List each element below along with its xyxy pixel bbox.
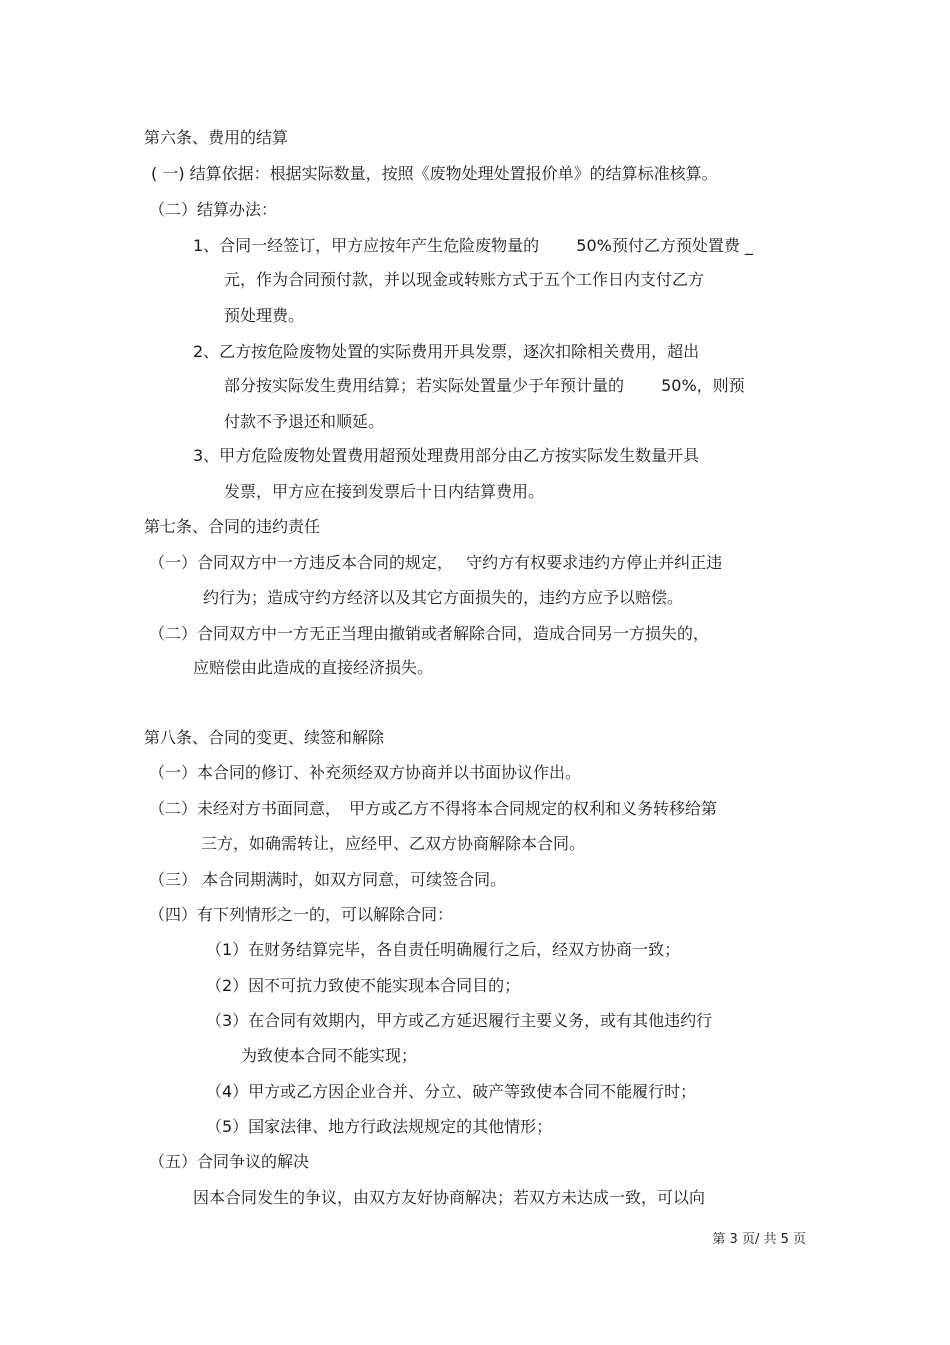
article-8-clause-4: （四）有下列情形之一的，可以解除合同：: [149, 905, 454, 924]
article-6-item-1-line-3: 预处理费。: [224, 306, 305, 325]
article-8-clause-4-item-4: （4）甲方或乙方因企业合并、分立、破产等致使本合同不能履行时；: [206, 1082, 697, 1101]
article-6-item-1-line-1: 1、合同一经签订，甲方应按年产生危险废物量的 50%预付乙方预处置费 _: [193, 236, 753, 255]
article-6-clause-1: ( 一) 结算依据：根据实际数量，按照《废物处理处置报价单》的结算标准核算。: [151, 164, 718, 183]
article-6-item-2-line-2: 部分按实际发生费用结算；若实际处置量少于年预计量的 50%，则预: [224, 376, 745, 395]
article-8-clause-1: （一）本合同的修订、补充须经双方协商并以书面协议作出。: [149, 763, 582, 782]
article-6-item-2-line-1: 2、乙方按危险废物处置的实际费用开具发票，逐次扣除相关费用，超出: [193, 342, 700, 361]
article-7-clause-2-line-2: 应赔偿由此造成的直接经济损失。: [193, 658, 434, 677]
article-8-clause-4-item-1: （1）在财务结算完毕，各自责任明确履行之后，经双方协商一致；: [206, 940, 681, 959]
article-8-clause-5: （五）合同争议的解决: [149, 1152, 310, 1171]
article-8-clause-4-item-3-line-1: （3）在合同有效期内，甲方或乙方延迟履行主要义务，或有其他违约行: [206, 1011, 713, 1030]
article-8-clause-2-line-2: 三方，如确需转让，应经甲、乙双方协商解除本合同。: [201, 834, 586, 853]
article-6-item-1-line-2: 元，作为合同预付款，并以现金或转账方式于五个工作日内支付乙方: [224, 270, 705, 289]
article-8-clause-4-item-3-line-2: 为致使本合同不能实现；: [241, 1046, 418, 1065]
article-8-clause-2-line-1: （二）未经对方书面同意， 甲方或乙方不得将本合同规定的权利和义务转移给第: [149, 799, 718, 818]
page-number: 第 3 页/ 共 5 页: [712, 1232, 806, 1247]
article-7-clause-1-line-2: 约行为；造成守约方经济以及其它方面损失的，违约方应予以赔偿。: [203, 588, 684, 607]
article-8-clause-4-item-5: （5）国家法律、地方行政法规规定的其他情形；: [206, 1117, 553, 1136]
article-7-clause-1-line-1: （一）合同双方中一方违反本合同的规定， 守约方有权要求违约方停止并纠正违: [149, 553, 723, 572]
article-8-heading: 第八条、合同的变更、续签和解除: [144, 728, 385, 747]
article-7-heading: 第七条、合同的违约责任: [144, 517, 321, 536]
article-6-clause-2: （二）结算办法：: [149, 200, 278, 219]
article-6-item-2-line-3: 付款不予退还和顺延。: [224, 412, 385, 431]
article-8-clause-5-text: 因本合同发生的争议，由双方友好协商解决；若双方未达成一致，可以向: [193, 1188, 706, 1207]
article-8-clause-3: （三） 本合同期满时，如双方同意，可续签合同。: [149, 870, 507, 889]
article-7-clause-2-line-1: （二）合同双方中一方无正当理由撤销或者解除合同，造成合同另一方损失的，: [149, 624, 710, 643]
article-8-clause-4-item-2: （2）因不可抗力致使不能实现本合同目的；: [206, 976, 521, 995]
article-6-item-3-line-2: 发票，甲方应在接到发票后十日内结算费用。: [224, 482, 545, 501]
article-6-item-3-line-1: 3、甲方危险废物处置费用超预处理费用部分由乙方按实际发生数量开具: [193, 446, 700, 465]
article-6-heading: 第六条、费用的结算: [144, 128, 289, 147]
